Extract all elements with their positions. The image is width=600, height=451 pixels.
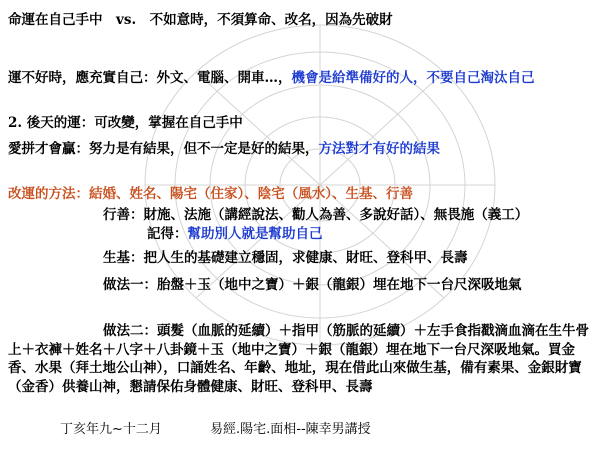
shengji-line: 生基：把人生的基礎建立穩固，求健康、財旺、登科甲、長壽 [103,250,468,266]
effort-line [8,141,440,157]
method-two-paragraph: 做法二：頭髮（血脈的延續）＋指甲（筋脈的延續）＋左手食指戳滴血滴在生牛骨上＋衣褲＋姓名＋八字＋八卦鏡＋玉（地中之寶）＋銀（龍銀）埋在地下一台尺深吸地氣。買金香、水果（拜土地公山神），口誦姓名、年齡、地址，現在借此山來做生基，備有素果、金銀財寶（金香）供養山神，懇請保佑身體健康、財旺、登科甲、長壽 [8,323,589,395]
effort-text: 愛拼才會贏：努力是有結果，但不一定是好的結果， [8,141,319,157]
method-one-line: 做法一：胎盤＋玉（地中之寶）＋銀（龍銀）埋在地下一台尺深吸地氣 [103,277,522,293]
footer-date: 丁亥年九~十二月 [60,422,162,437]
advice-line [8,70,573,86]
effort-highlight: 方法對才有好的結果 [318,141,440,157]
advice-text: 運不好時，應充實自己：外文、電腦、開車…， [8,70,292,86]
remember-label: 記得： [147,226,188,242]
title-line: 命運在自己手中 vs. 不如意時，不須算命、改名，因為先破財 [8,12,393,28]
section-heading: 2. 後天的運：可改變，掌握在自己手中 [8,115,243,131]
advice-highlight: 機會是給準備好的人，不要自己淘汰自己 [291,70,535,86]
remember-text: 幫助別人就是幫助自己 [187,226,323,242]
charity-line: 行善：財施、法施（講經說法、勸人為善、多說好話）、無畏施（義工） [103,207,529,223]
footer-lecturer: 易經.陽宅.面相--陳幸男講授 [210,422,371,437]
remember-line [147,226,323,242]
methods-line: 改運的方法：結婚、姓名、陽宅（住家）、陰宅（風水）、生基、行善 [8,186,413,202]
